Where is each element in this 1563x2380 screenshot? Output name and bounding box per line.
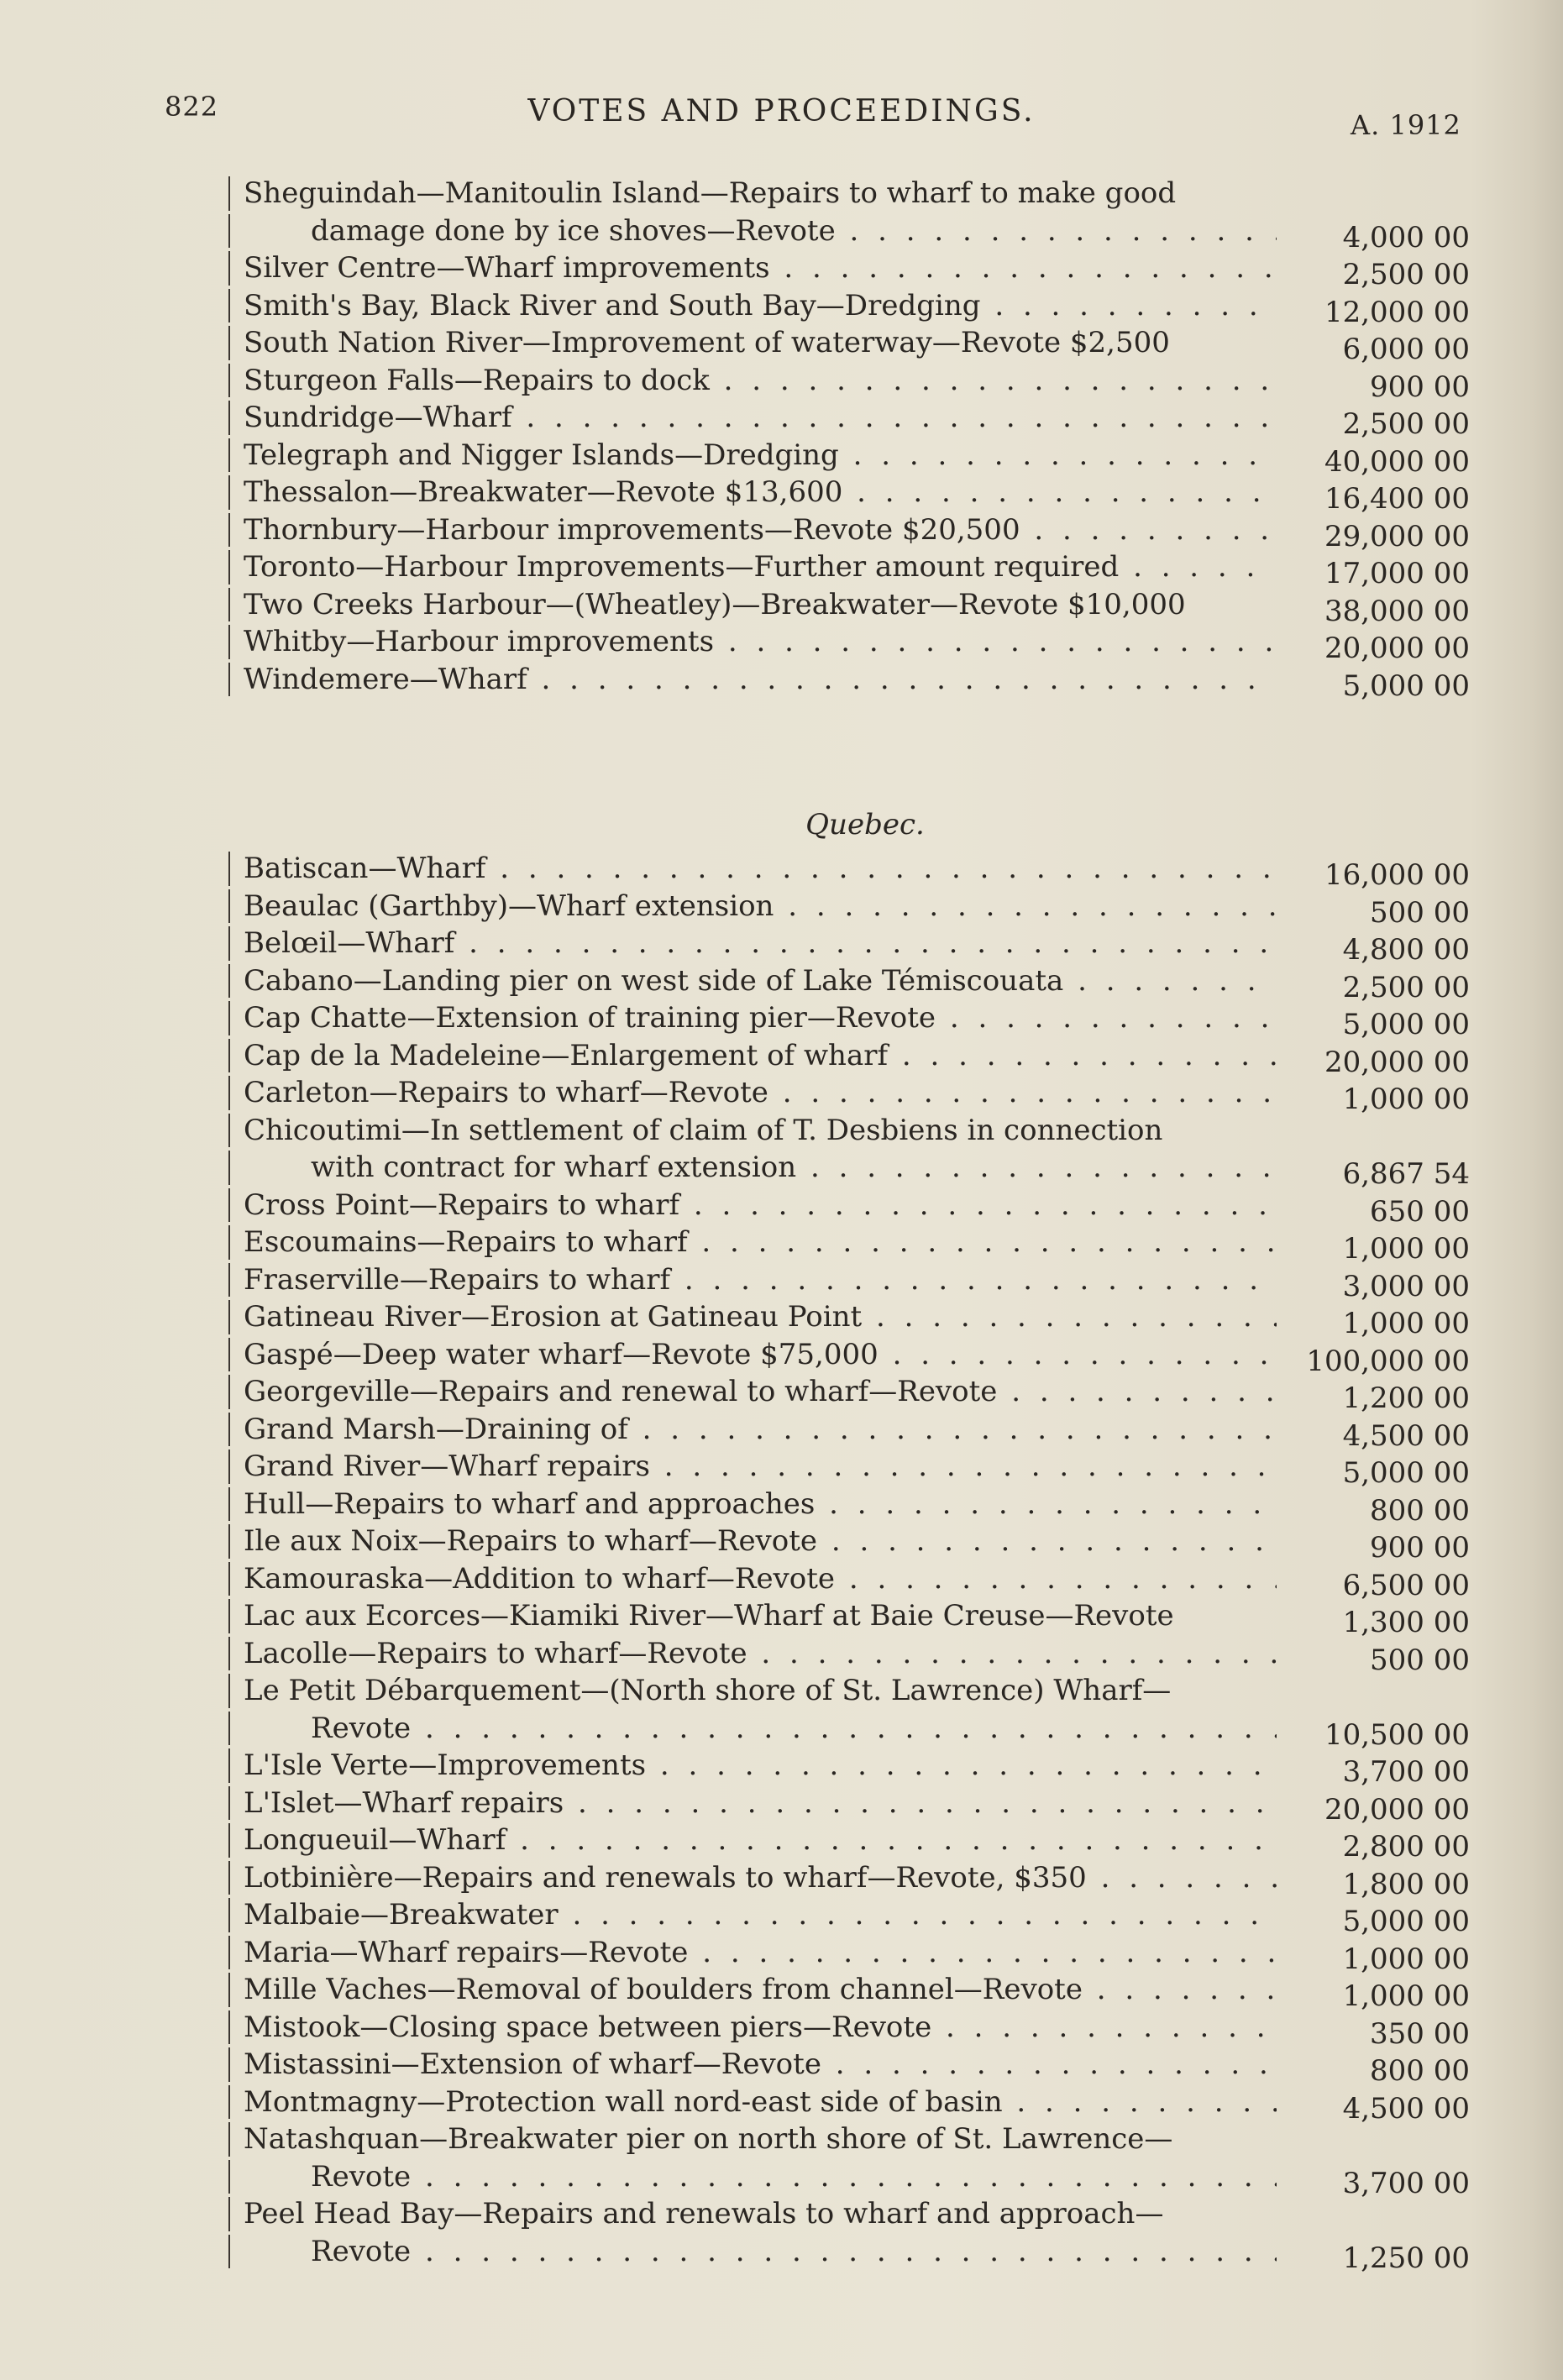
margin-rule (228, 1449, 230, 1484)
table-row (218, 399, 1478, 441)
entry-description: Cap de la Madeleine—Enlargement of wharf . . . (244, 1037, 1277, 1075)
margin-rule (228, 1188, 230, 1223)
table-row (218, 1112, 1478, 1150)
entry-description: Gaspé—Deep water wharf—Revote $75,000 . . . (244, 1336, 1277, 1374)
margin-rule (228, 588, 230, 622)
entry-description: Longueuil—Wharf . . . (244, 1822, 1277, 1859)
table-row (218, 2046, 1478, 2088)
table-row (218, 362, 1478, 404)
table-row (218, 437, 1478, 479)
entry-description: Fraserville—Repairs to wharf . . . (244, 1261, 1277, 1299)
table-row (218, 548, 1478, 590)
entry-amount: 2,800 00 (1342, 1830, 1470, 1864)
table-row (218, 2121, 1478, 2158)
margin-rule (228, 289, 230, 323)
margin-rule (228, 926, 230, 961)
margin-rule (228, 438, 230, 473)
table-row (218, 925, 1478, 967)
table-row (218, 1785, 1478, 1827)
margin-rule (228, 1973, 230, 2007)
entry-description: Gatineau River—Erosion at Gatineau Point . . . (244, 1298, 1277, 1336)
entry-description: damage done by ice shoves—Revote . . . (244, 212, 1277, 250)
page-header (0, 91, 1563, 141)
table-row (218, 1224, 1478, 1266)
table-row (218, 1448, 1478, 1490)
ontario-entries (218, 175, 1478, 703)
entry-amount: 100,000 00 (1306, 1344, 1470, 1378)
entry-description: Lotbinière—Repairs and renewals to wharf—Revote, $350 . . . (244, 1859, 1277, 1897)
margin-rule (228, 1599, 230, 1633)
entry-amount: 2,500 00 (1342, 258, 1470, 291)
table-row (218, 175, 1478, 212)
margin-rule (228, 513, 230, 548)
margin-rule (228, 1263, 230, 1297)
table-row (218, 1149, 1478, 1191)
margin-rule (228, 251, 230, 286)
entry-description: Windemere—Wharf . . . (244, 661, 1277, 699)
entry-amount: 6,500 00 (1342, 1568, 1470, 1602)
entry-amount: 1,000 00 (1342, 1942, 1470, 1976)
entry-amount: 500 00 (1370, 1643, 1470, 1677)
entry-amount: 4,000 00 (1342, 220, 1470, 254)
page-number: 822 (165, 91, 219, 123)
quebec-section (218, 799, 1478, 2275)
entry-amount: 1,000 00 (1342, 1979, 1470, 2013)
margin-rule (228, 401, 230, 435)
entry-description: Whitby—Harbour improvements . . . (244, 623, 1277, 661)
page-year: A. 1912 (1351, 109, 1461, 141)
entry-amount: 3,700 00 (1342, 1755, 1470, 1789)
table-row (218, 1896, 1478, 1938)
entry-description: Grand Marsh—Draining of . . . (244, 1411, 1277, 1449)
entry-amount: 16,000 00 (1324, 858, 1470, 892)
margin-rule (228, 852, 230, 886)
entry-amount: 900 00 (1370, 370, 1470, 404)
margin-rule (228, 2197, 230, 2231)
margin-rule (228, 1936, 230, 1970)
entry-amount: 4,500 00 (1342, 2091, 1470, 2126)
entry-amount: 1,000 00 (1342, 1083, 1470, 1116)
entry-description: Peel Head Bay—Repairs and renewals to wharf and approach— (244, 2197, 1164, 2231)
margin-rule (228, 2047, 230, 2082)
entry-description: South Nation River—Improvement of waterway—Revote $2,500 (244, 326, 1170, 359)
entry-description: Chicoutimi—In settlement of claim of T. Desbiens in connection (244, 1113, 1163, 1147)
table-row (218, 249, 1478, 291)
margin-rule (228, 326, 230, 360)
entry-description: Revote . . . (244, 2233, 1277, 2271)
entry-amount: 5,000 00 (1342, 668, 1470, 703)
table-row (218, 511, 1478, 553)
entry-description: Kamouraska—Addition to wharf—Revote . . . (244, 1560, 1277, 1598)
entry-description: Grand River—Wharf repairs . . . (244, 1448, 1277, 1486)
entry-amount: 5,000 00 (1342, 1008, 1470, 1041)
table-row (218, 1934, 1478, 1976)
entry-amount: 16,400 00 (1324, 482, 1470, 516)
margin-rule (228, 1861, 230, 1895)
entry-description: Maria—Wharf repairs—Revote . . . (244, 1934, 1277, 1972)
entry-description: Telegraph and Nigger Islands—Dredging . . . (244, 437, 1277, 474)
entry-amount: 2,500 00 (1342, 970, 1470, 1004)
margin-rule (228, 964, 230, 999)
entry-description: Belœil—Wharf . . . (244, 925, 1277, 962)
entry-amount: 4,800 00 (1342, 933, 1470, 967)
table-row (218, 1597, 1478, 1639)
entry-amount: 38,000 00 (1324, 594, 1470, 628)
entry-amount: 900 00 (1370, 1531, 1470, 1565)
margin-rule (228, 550, 230, 585)
table-row (218, 1560, 1478, 1602)
table-row (218, 1859, 1478, 1901)
table-row (218, 850, 1478, 892)
page-title: VOTES AND PROCEEDINGS. (527, 94, 1036, 128)
table-row (218, 324, 1478, 366)
entry-description: Smith's Bay, Black River and South Bay—Dredging . . . (244, 287, 1277, 325)
margin-rule (228, 663, 230, 697)
margin-rule (228, 1712, 230, 1746)
entry-description: Beaulac (Garthby)—Wharf extension . . . (244, 888, 1277, 925)
table-row (218, 1037, 1478, 1079)
margin-rule (228, 2010, 230, 2045)
table-row (218, 2158, 1478, 2200)
margin-rule (228, 1898, 230, 1932)
margin-rule (228, 1375, 230, 1409)
entry-description: Escoumains—Repairs to wharf . . . (244, 1224, 1277, 1261)
table-row (218, 474, 1478, 516)
entry-amount: 650 00 (1370, 1194, 1470, 1229)
entry-description: Montmagny—Protection wall nord-east side of basin . . . (244, 2084, 1277, 2121)
quebec-heading: Quebec. (805, 808, 925, 841)
entry-amount: 1,800 00 (1342, 1867, 1470, 1901)
table-row (218, 962, 1478, 1004)
entry-amount: 20,000 00 (1324, 632, 1470, 665)
table-row (218, 888, 1478, 930)
margin-rule (228, 2122, 230, 2157)
entry-amount: 6,867 54 (1342, 1157, 1470, 1191)
margin-rule (228, 214, 230, 249)
margin-rule (228, 1300, 230, 1334)
entry-amount: 17,000 00 (1324, 557, 1470, 590)
entry-description: Georgeville—Repairs and renewal to wharf—Revote . . . (244, 1373, 1277, 1411)
entry-description: Sheguindah—Manitoulin Island—Repairs to wharf to make good (244, 176, 1177, 210)
table-row (218, 2084, 1478, 2126)
entry-description: Revote . . . (244, 1710, 1277, 1748)
entry-amount: 29,000 00 (1324, 519, 1470, 553)
entry-amount: 350 00 (1370, 2016, 1470, 2051)
margin-rule (228, 1114, 230, 1148)
entry-description: with contract for wharf extension . . . (244, 1149, 1277, 1187)
entry-description: Cabano—Landing pier on west side of Lake Témiscouata . . . (244, 962, 1277, 1000)
entry-description: Mistassini—Extension of wharf—Revote . . . (244, 2046, 1277, 2084)
margin-rule (228, 1487, 230, 1522)
entry-description: L'Isle Verte—Improvements . . . (244, 1747, 1277, 1785)
entry-amount: 1,250 00 (1342, 2241, 1470, 2275)
entry-amount: 500 00 (1370, 895, 1470, 930)
table-row (218, 661, 1478, 703)
entry-description: Cap Chatte—Extension of training pier—Revote . . . (244, 999, 1277, 1037)
margin-rule (228, 1076, 230, 1110)
margin-rule (228, 1001, 230, 1035)
entry-description: Cross Point—Repairs to wharf . . . (244, 1187, 1277, 1224)
entry-description: Silver Centre—Wharf improvements . . . (244, 249, 1277, 287)
margin-rule (228, 1039, 230, 1073)
entry-amount: 800 00 (1370, 1493, 1470, 1528)
margin-rule (228, 625, 230, 659)
table-row (218, 1523, 1478, 1565)
entry-amount: 12,000 00 (1324, 295, 1470, 329)
margin-rule (228, 1674, 230, 1708)
entry-description: Two Creeks Harbour—(Wheatley)—Breakwater—Revote $10,000 (244, 587, 1186, 621)
entry-description: Sturgeon Falls—Repairs to dock . . . (244, 362, 1277, 400)
margin-rule (228, 1151, 230, 1185)
margin-rule (228, 475, 230, 510)
entry-description: Mistook—Closing space between piers—Revote . . . (244, 2009, 1277, 2047)
margin-rule (228, 364, 230, 398)
table-row (218, 1074, 1478, 1116)
entry-amount: 800 00 (1370, 2054, 1470, 2088)
table-row (218, 1822, 1478, 1864)
entry-description: L'Islet—Wharf repairs . . . (244, 1785, 1277, 1822)
table-row (218, 999, 1478, 1041)
table-row (218, 1710, 1478, 1752)
margin-rule (228, 2235, 230, 2269)
margin-rule (228, 2160, 230, 2194)
entry-amount: 3,700 00 (1342, 2166, 1470, 2200)
entry-amount: 3,000 00 (1342, 1269, 1470, 1303)
table-row (218, 2009, 1478, 2051)
margin-rule (228, 1786, 230, 1821)
entry-description: Malbaie—Breakwater . . . (244, 1896, 1277, 1934)
entry-amount: 1,200 00 (1342, 1381, 1470, 1415)
entry-amount: 1,000 00 (1342, 1232, 1470, 1266)
table-row (218, 1336, 1478, 1378)
entry-description: Thornbury—Harbour improvements—Revote $20,500 . . . (244, 511, 1277, 549)
margin-rule (228, 1225, 230, 1260)
table-row (218, 1411, 1478, 1453)
table-row (218, 287, 1478, 329)
table-row (218, 1373, 1478, 1415)
entry-description: Sundridge—Wharf . . . (244, 399, 1277, 437)
entry-amount: 20,000 00 (1324, 1045, 1470, 1079)
margin-rule (228, 1338, 230, 1372)
entry-description: Natashquan—Breakwater pier on north shore of St. Lawrence— (244, 2122, 1173, 2156)
entry-amount: 6,000 00 (1342, 333, 1470, 366)
margin-rule (228, 889, 230, 924)
margin-rule (228, 1524, 230, 1559)
entry-description: Mille Vaches—Removal of boulders from channel—Revote . . . (244, 1971, 1277, 2009)
table-row (218, 1672, 1478, 1710)
table-row (218, 1187, 1478, 1229)
table-row (218, 1747, 1478, 1789)
entry-amount: 2,500 00 (1342, 407, 1470, 441)
entry-description: Ile aux Noix—Repairs to wharf—Revote . . . (244, 1523, 1277, 1560)
entry-amount: 10,500 00 (1324, 1717, 1470, 1752)
table-row (218, 1261, 1478, 1303)
table-row (218, 1635, 1478, 1677)
entry-description: Lac aux Ecorces—Kiamiki River—Wharf at Baie Creuse—Revote (244, 1599, 1174, 1633)
table-row (218, 623, 1478, 665)
margin-rule (228, 1823, 230, 1858)
entry-description: Hull—Repairs to wharf and approaches . . . (244, 1486, 1277, 1523)
table-row (218, 2233, 1478, 2275)
entry-amount: 1,000 00 (1342, 1307, 1470, 1340)
entry-amount: 5,000 00 (1342, 1456, 1470, 1490)
table-row (218, 1486, 1478, 1528)
table-row (218, 2195, 1478, 2233)
entry-description: Toronto—Harbour Improvements—Further amount required . . . (244, 548, 1277, 586)
entry-description: Carleton—Repairs to wharf—Revote . . . (244, 1074, 1277, 1112)
table-row (218, 1971, 1478, 2013)
entry-description: Lacolle—Repairs to wharf—Revote . . . (244, 1635, 1277, 1673)
entry-amount: 20,000 00 (1324, 1792, 1470, 1827)
table-row (218, 586, 1478, 628)
margin-rule (228, 1748, 230, 1783)
entry-amount: 4,500 00 (1342, 1418, 1470, 1453)
entry-amount: 5,000 00 (1342, 1905, 1470, 1938)
entry-description: Revote . . . (244, 2158, 1277, 2196)
entry-description: Le Petit Débarquement—(North shore of St. Lawrence) Wharf— (244, 1674, 1172, 1707)
margin-rule (228, 1413, 230, 1447)
quebec-entries (218, 850, 1478, 2275)
table-row (218, 1298, 1478, 1340)
entry-amount: 40,000 00 (1324, 444, 1470, 479)
entry-amount: 1,300 00 (1342, 1606, 1470, 1639)
entry-description: Thessalon—Breakwater—Revote $13,600 . . . (244, 474, 1277, 511)
table-row (218, 212, 1478, 254)
entry-description: Batiscan—Wharf . . . (244, 850, 1277, 888)
margin-rule (228, 1562, 230, 1596)
margin-rule (228, 176, 230, 211)
margin-rule (228, 2085, 230, 2120)
margin-rule (228, 1637, 230, 1671)
